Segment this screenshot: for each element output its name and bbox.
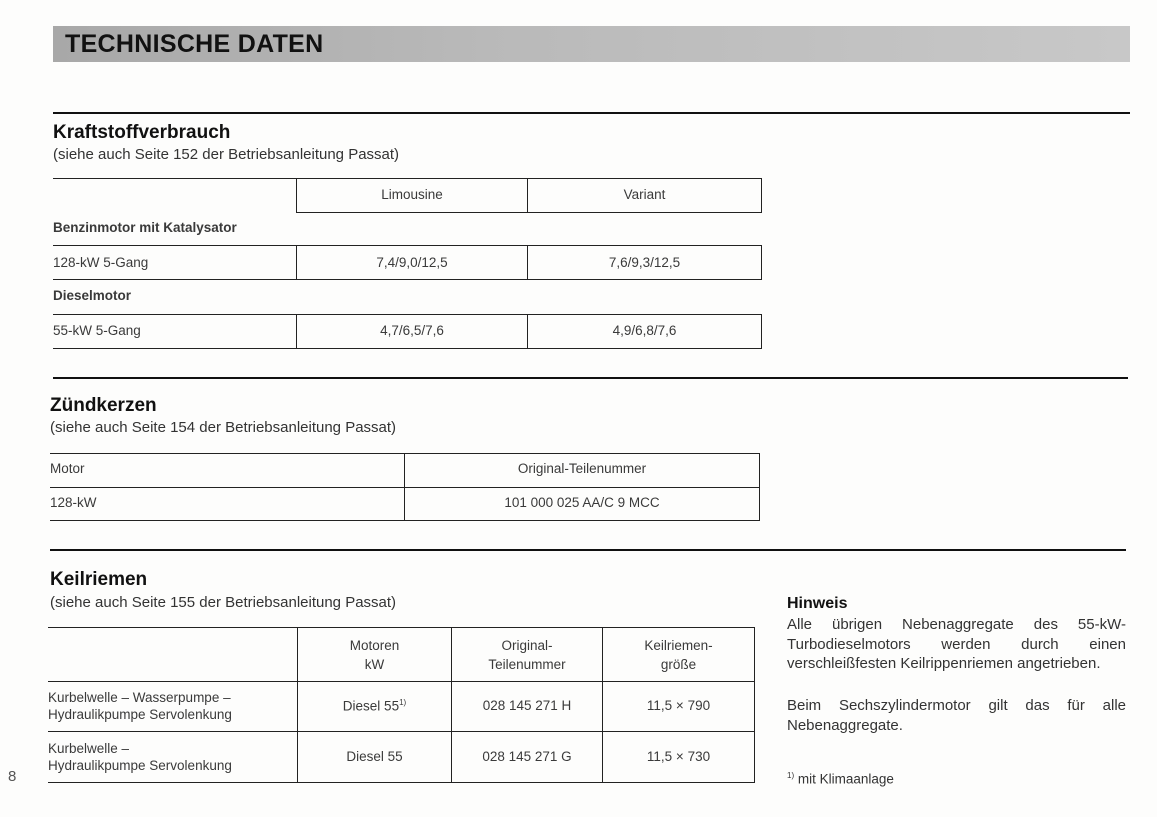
belts-section-subtitle: (siehe auch Seite 155 der Betriebsanleitung Passat) xyxy=(50,594,397,611)
column-header-belt-size xyxy=(603,636,754,674)
table-rule xyxy=(48,782,755,783)
column-header-motor xyxy=(298,636,451,674)
fuel-section-title: Kraftstoffverbrauch xyxy=(53,122,231,143)
note-text: Alle übrigen Nebenaggregate des 55-kW-Turbodieselmotors werden durch einen verschleißfesten Keilrippenriemen angetrieben. xyxy=(787,616,1126,672)
row-label-line: Hydraulikpumpe Servolenkung xyxy=(48,707,232,722)
fuel-section-subtitle: (siehe auch Seite 152 der Betriebsanleitung Passat) xyxy=(53,146,400,163)
table-rule xyxy=(50,487,760,488)
table-rule xyxy=(53,348,762,349)
row-label: 128-kW xyxy=(50,495,97,510)
table-rule xyxy=(759,453,760,521)
row-label-line: Hydraulikpumpe Servolenkung xyxy=(48,758,232,773)
table-rule xyxy=(761,245,762,280)
part-number-value: 028 145 271 H xyxy=(482,698,572,713)
footnote-marker: 1) xyxy=(399,698,407,707)
table-rule xyxy=(761,314,762,349)
group-label-petrol: Benzinmotor mit Katalysator xyxy=(53,220,237,235)
part-number-value: 101 000 025 AA/C 9 MCC xyxy=(504,495,660,510)
note-title: Hinweis xyxy=(787,595,848,612)
table-rule xyxy=(296,212,762,213)
value-variant: 7,6/9,3/12,5 xyxy=(608,255,681,270)
row-label xyxy=(48,740,232,774)
table-rule xyxy=(53,314,762,315)
part-number-value: 028 145 271 G xyxy=(482,749,572,764)
table-rule xyxy=(754,627,755,783)
table-rule xyxy=(53,279,762,280)
plugs-section-subtitle: (siehe auch Seite 154 der Betriebsanleitung Passat) xyxy=(50,419,397,436)
value-limousine: 7,4/9,0/12,5 xyxy=(376,255,448,270)
table-rule xyxy=(50,520,760,521)
note-text: Beim Sechszylindermotor gilt das für alle Nebenaggregate. xyxy=(787,697,1126,734)
table-rule xyxy=(50,453,760,454)
header-line: Original- xyxy=(501,638,553,653)
belt-size-value: 11,5 × 730 xyxy=(646,749,711,764)
row-label-line: Kurbelwelle – Wasserpumpe – xyxy=(48,690,231,705)
header-line: Keilriemen- xyxy=(644,638,713,653)
column-header-variant: Variant xyxy=(623,187,666,202)
section-divider xyxy=(50,549,1126,551)
belts-section-title: Keilriemen xyxy=(50,569,148,590)
column-header-limousine: Limousine xyxy=(381,187,443,202)
motor-value xyxy=(298,698,451,714)
table-rule xyxy=(761,178,762,213)
row-label xyxy=(48,689,232,723)
column-header-part-number xyxy=(452,636,602,674)
page-title: TECHNISCHE DATEN xyxy=(65,30,324,58)
header-line: größe xyxy=(660,657,697,672)
motor-value-text: Diesel 55 xyxy=(342,698,400,714)
motor-value: Diesel 55 xyxy=(346,749,403,764)
header-line: kW xyxy=(364,657,385,672)
row-label-line: Kurbelwelle – xyxy=(48,741,130,756)
column-header-part-number: Original-Teilenummer xyxy=(517,461,647,476)
row-label: 55-kW 5-Gang xyxy=(53,323,141,338)
belt-size-value: 11,5 × 790 xyxy=(646,698,711,713)
header-line: Teilenummer xyxy=(488,657,566,672)
value-limousine: 4,7/6,5/7,6 xyxy=(380,323,444,338)
column-header-motor: Motor xyxy=(50,461,85,476)
table-rule xyxy=(48,681,755,682)
header-line: Motoren xyxy=(349,638,400,653)
footnote xyxy=(787,771,894,787)
section-divider xyxy=(53,377,1128,379)
value-variant: 4,9/6,8/7,6 xyxy=(612,323,677,338)
footnote-marker: 1) xyxy=(787,771,795,780)
table-rule xyxy=(48,627,755,628)
section-divider xyxy=(53,112,1130,114)
plugs-section-title: Zündkerzen xyxy=(50,395,157,416)
group-label-diesel: Dieselmotor xyxy=(53,288,132,303)
table-rule xyxy=(53,245,762,246)
footnote-text: mit Klimaanlage xyxy=(797,771,894,787)
row-label: 128-kW 5-Gang xyxy=(53,255,149,270)
page-number: 8 xyxy=(8,768,17,785)
table-rule xyxy=(53,178,762,179)
table-rule xyxy=(48,731,755,732)
